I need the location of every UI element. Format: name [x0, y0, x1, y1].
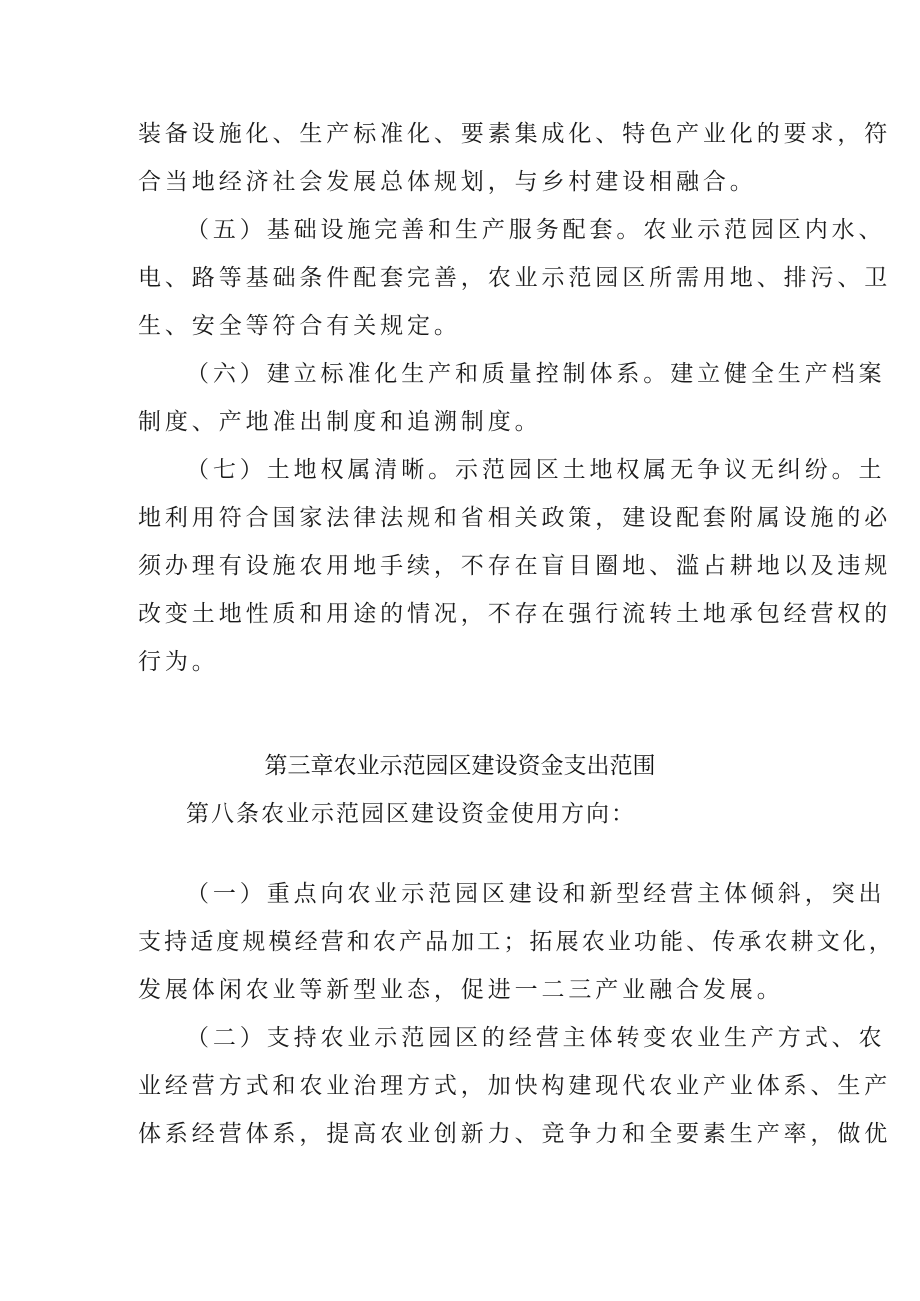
- paragraph-line: 合当地经济社会发展总体规划，与乡村建设相融合。: [138, 169, 757, 195]
- paragraph-line: 生、安全等符合有关规定。: [138, 313, 461, 339]
- paragraph-line: 发展体闲农业等新型业态，促进一二三产业融合发展。: [138, 977, 784, 1003]
- paragraph-line: （六）建立标准化生产和质量控制体系。建立健全生产档案: [186, 361, 886, 387]
- paragraph-line: 支持适度规模经营和农产品加工；拓展农业功能、传承农耕文化，: [138, 929, 895, 955]
- paragraph-line: 改变土地性质和用途的情况，不存在强行流转土地承包经营权的: [138, 601, 892, 627]
- paragraph-line: 电、路等基础条件配套完善，农业示范园区所需用地、排污、卫: [138, 265, 892, 291]
- paragraph-line: （一）重点向农业示范园区建设和新型经营主体倾斜，突出: [186, 881, 886, 907]
- paragraph-line: （五）基础设施完善和生产服务配套。农业示范园区内水、: [186, 217, 886, 243]
- article-heading: 第八条农业示范园区建设资金使用方向：: [186, 801, 636, 827]
- paragraph-line: （七）土地权属清晰。示范园区土地权属无争议无纠纷。土: [186, 457, 886, 483]
- paragraph-line: 业经营方式和农业治理方式，加快构建现代农业产业体系、生产: [138, 1073, 892, 1099]
- paragraph-line: 行为。: [138, 649, 219, 675]
- paragraph-line: 装备设施化、生产标准化、要素集成化、特色产业化的要求，符: [138, 121, 892, 147]
- paragraph-line: 地利用符合国家法律法规和省相关政策，建设配套附属设施的必: [138, 505, 892, 531]
- paragraph-line: 体系经营体系，提高农业创新力、竞争力和全要素生产率，做优: [138, 1121, 892, 1147]
- paragraph-line: 须办理有设施农用地手续，不存在盲目圈地、滥占耕地以及违规: [138, 553, 892, 579]
- paragraph-line: （二）支持农业示范园区的经营主体转变农业生产方式、农: [186, 1025, 886, 1051]
- chapter-title: 第三章农业示范园区建设资金支出范围: [264, 753, 656, 779]
- paragraph-line: 制度、产地准出制度和追溯制度。: [138, 409, 542, 435]
